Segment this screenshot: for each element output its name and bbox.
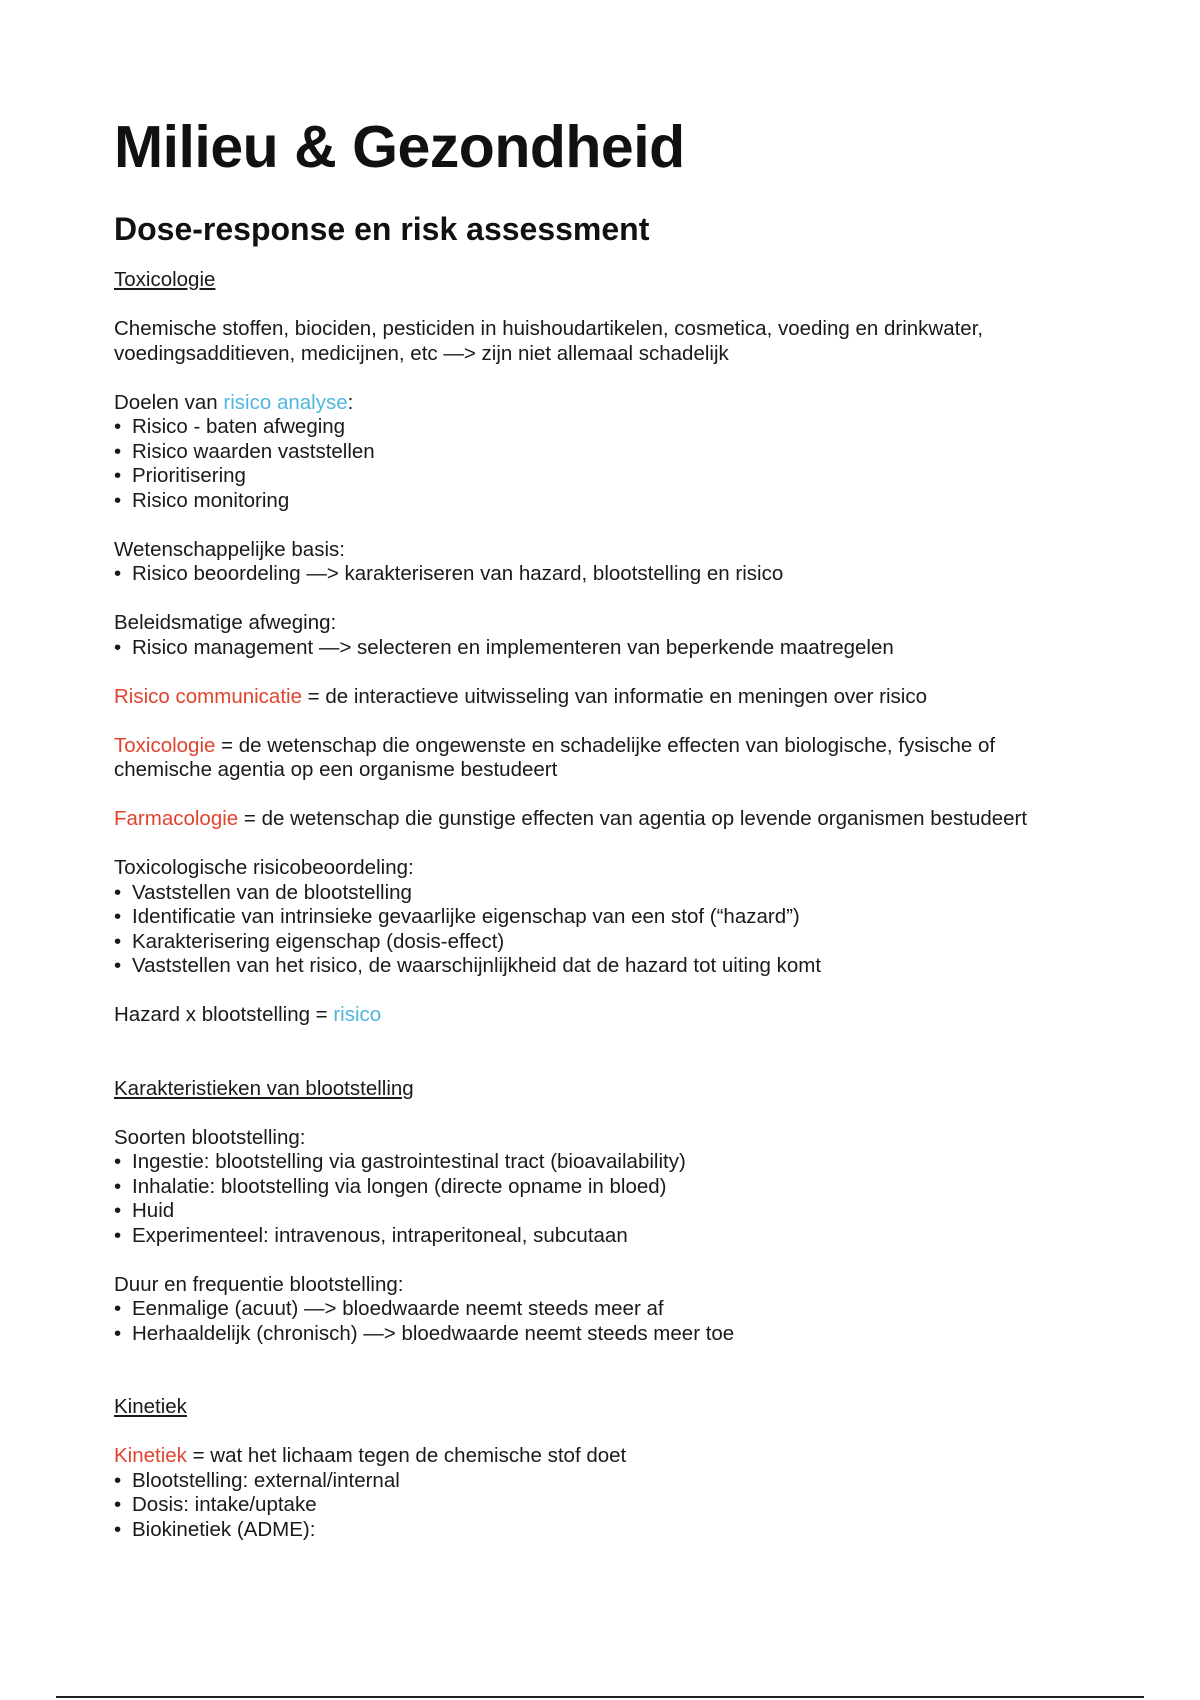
term-pharmacology: Farmacologie bbox=[114, 807, 239, 831]
document-title: Milieu & Gezondheid bbox=[114, 114, 685, 180]
definition-toxicology bbox=[114, 734, 1094, 783]
section-heading-toxicologie: Toxicologie bbox=[114, 268, 216, 292]
definition-text: = de wetenschap die ongewenste en schadelijke effecten van biologische, fysische of chemische agentia op een organisme bestudeert bbox=[114, 733, 996, 782]
science-block bbox=[114, 538, 1094, 587]
formula-text: Hazard x blootstelling = bbox=[114, 1003, 334, 1027]
paragraph-intro: Chemische stoffen, biociden, pesticiden in huishoudartikelen, cosmetica, voeding en drinkwater, voedingsadditieven, medicijnen, etc —> zijn niet allemaal schadelijk bbox=[114, 317, 984, 365]
policy-label: Beleidsmatige afweging: bbox=[114, 611, 337, 635]
list-item: • Experimenteel: intravenous, intraperitoneal, subcutaan bbox=[114, 1224, 1094, 1249]
term-kinetics: Kinetiek bbox=[114, 1444, 187, 1468]
list-item: • Identificatie van intrinsieke gevaarlijke eigenschap van een stof (“hazard”) bbox=[114, 905, 1094, 930]
science-label: Wetenschappelijke basis: bbox=[114, 537, 345, 561]
definition-kinetics bbox=[114, 1444, 1094, 1469]
goals-label bbox=[114, 391, 1094, 416]
risk-analysis-link[interactable]: risico analyse bbox=[223, 390, 348, 414]
term-toxicology: Toxicologie bbox=[114, 733, 216, 757]
list-item: • Risico beoordeling —> karakteriseren van hazard, blootstelling en risico bbox=[114, 562, 1094, 587]
list-item: • Risico - baten afweging bbox=[114, 415, 1094, 440]
list-item: • Vaststellen van het risico, de waarschijnlijkheid dat de hazard tot uiting komt bbox=[114, 954, 1094, 979]
exposure-duration-block bbox=[114, 1273, 1094, 1347]
list-item: • Risico waarden vaststellen bbox=[114, 440, 1094, 465]
definition-text: = de wetenschap die gunstige effecten van agentia op levende organismen bestudeert bbox=[238, 807, 1028, 831]
list-item: • Huid bbox=[114, 1199, 1094, 1224]
goals-suffix: : bbox=[347, 390, 354, 414]
exposure-types-label: Soorten blootstelling: bbox=[114, 1125, 306, 1149]
exposure-types-block bbox=[114, 1126, 1094, 1249]
list-item: • Risico management —> selecteren en implementeren van beperkende maatregelen bbox=[114, 636, 1094, 661]
page-bottom-divider bbox=[56, 1696, 1144, 1698]
kinetics-block bbox=[114, 1444, 1094, 1542]
document-subtitle: Dose-response en risk assessment bbox=[114, 210, 650, 247]
definition-text: = de interactieve uitwisseling van informatie en meningen over risico bbox=[301, 684, 927, 708]
exposure-duration-label: Duur en frequentie blootstelling: bbox=[114, 1272, 404, 1296]
list-item: • Ingestie: blootstelling via gastrointestinal tract (bioavailability) bbox=[114, 1150, 1094, 1175]
list-item: • Vaststellen van de blootstelling bbox=[114, 881, 1094, 906]
section-heading-kinetics: Kinetiek bbox=[114, 1395, 187, 1419]
term-risk-communication: Risico communicatie bbox=[114, 684, 302, 708]
list-item: • Eenmalige (acuut) —> bloedwaarde neemt steeds meer af bbox=[114, 1297, 1094, 1322]
list-item: • Risico monitoring bbox=[114, 489, 1094, 514]
definition-risk-communication bbox=[114, 685, 1094, 710]
goals-prefix: Doelen van bbox=[114, 390, 224, 414]
list-item: • Herhaaldelijk (chronisch) —> bloedwaarde neemt steeds meer toe bbox=[114, 1322, 1094, 1347]
assessment-block bbox=[114, 856, 1094, 979]
list-item: • Inhalatie: blootstelling via longen (directe opname in bloed) bbox=[114, 1175, 1094, 1200]
assessment-label: Toxicologische risicobeoordeling: bbox=[114, 856, 414, 880]
list-item: • Biokinetiek (ADME): bbox=[114, 1518, 1094, 1543]
list-item: • Prioritisering bbox=[114, 464, 1094, 489]
section-heading-exposure: Karakteristieken van blootstelling bbox=[114, 1076, 414, 1100]
document-page bbox=[114, 115, 1094, 1542]
risk-formula bbox=[114, 1003, 1094, 1028]
definition-pharmacology bbox=[114, 807, 1094, 832]
list-item: • Karakterisering eigenschap (dosis-effect) bbox=[114, 930, 1094, 955]
policy-block bbox=[114, 611, 1094, 660]
document-body bbox=[114, 268, 1094, 1542]
definition-text: = wat het lichaam tegen de chemische stof doet bbox=[186, 1444, 627, 1468]
list-item: • Blootstelling: external/internal bbox=[114, 1469, 1094, 1494]
goals-block bbox=[114, 391, 1094, 514]
list-item: • Dosis: intake/uptake bbox=[114, 1493, 1094, 1518]
risk-link[interactable]: risico bbox=[333, 1003, 382, 1027]
